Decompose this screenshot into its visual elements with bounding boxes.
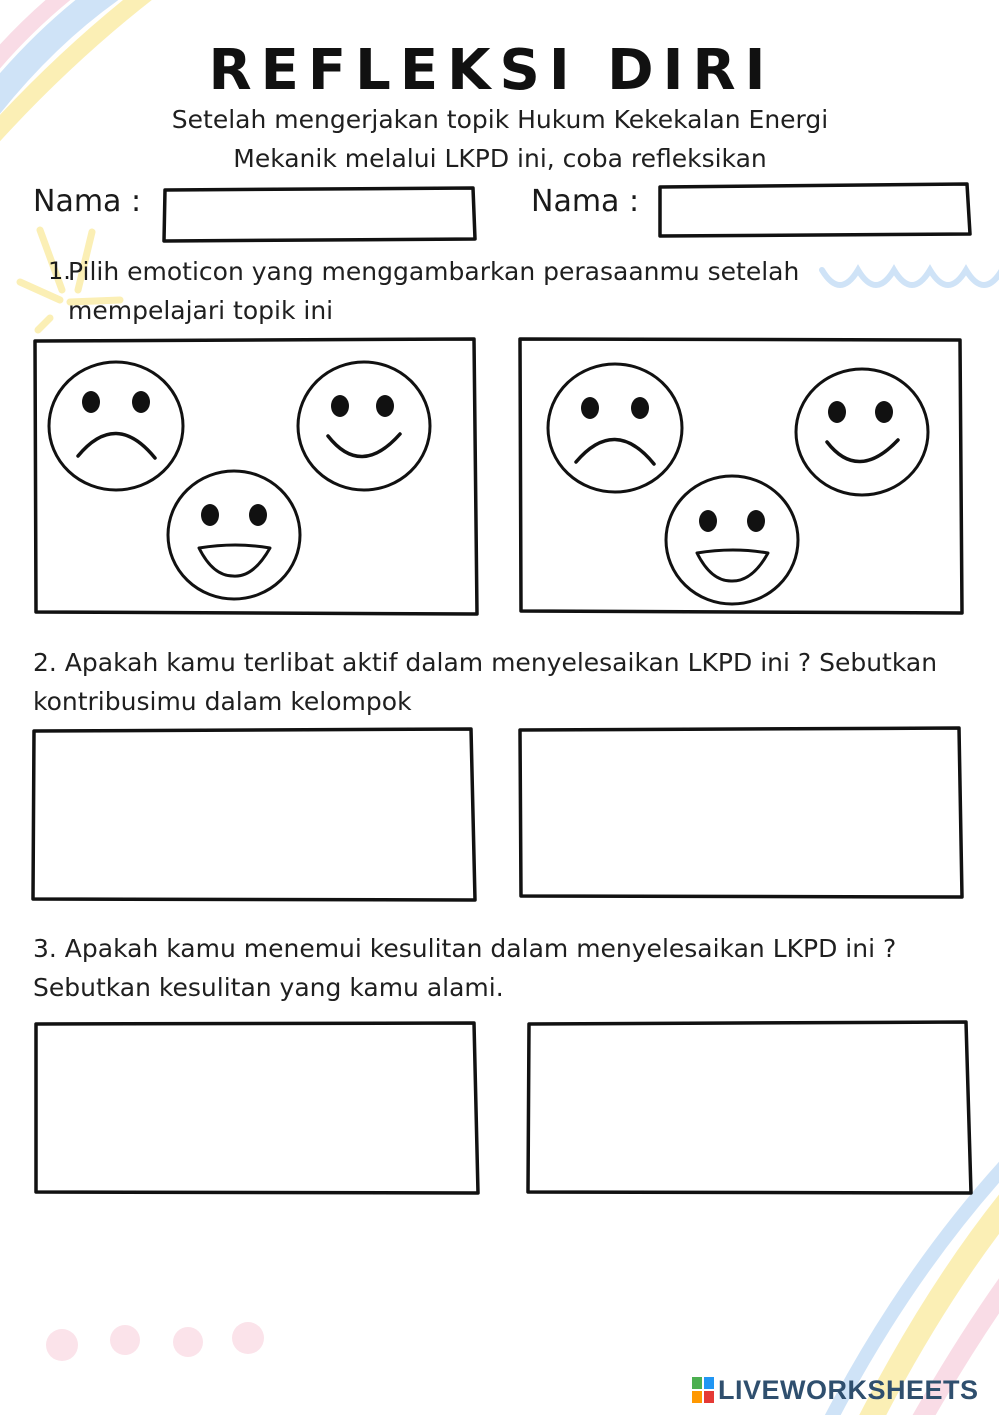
name-label-left: Nama : (33, 184, 142, 219)
smile-face-icon[interactable] (796, 369, 928, 495)
grin-face-icon[interactable] (168, 471, 300, 599)
emoticon-panel-right (518, 336, 965, 616)
answer-3-box-left[interactable] (33, 1021, 480, 1196)
worksheet-title: REFLEKSI DIRI (208, 38, 775, 103)
liveworksheets-logo-icon (692, 1377, 714, 1403)
question-1-number: 1. (48, 257, 71, 285)
question-2-text: 2. Apakah kamu terlibat aktif dalam menyelesaikan LKPD ini ? Sebutkan kontribusimu dalam kelompok (33, 648, 938, 716)
answer-3-box-right[interactable] (526, 1020, 973, 1196)
liveworksheets-logo-text: LIVEWORKSHEETS (718, 1374, 979, 1405)
answer-2-box-left[interactable] (31, 728, 477, 903)
name-label-right: Nama : (531, 184, 640, 219)
sad-face-icon[interactable] (49, 362, 183, 490)
subtitle-line-1: Setelah mengerjakan topik Hukum Kekekalan Energi (171, 105, 829, 134)
name-input-right[interactable] (657, 182, 971, 238)
question-1-text: Pilih emoticon yang menggambarkan perasaanmu setelah mempelajari topik ini (68, 257, 800, 325)
subtitle-line-2: Mekanik melalui LKPD ini, coba refleksikan (233, 144, 767, 173)
smile-face-icon[interactable] (298, 362, 430, 490)
worksheet-subtitle (80, 100, 920, 178)
grin-face-icon[interactable] (666, 476, 798, 604)
name-input-left[interactable] (162, 186, 476, 242)
pink-dots (46, 1322, 264, 1361)
liveworksheets-logo[interactable] (692, 1373, 979, 1407)
emoticon-panel-left (33, 338, 479, 616)
sad-face-icon[interactable] (548, 364, 682, 492)
question-3-text: 3. Apakah kamu menemui kesulitan dalam menyelesaikan LKPD ini ? Sebutkan kesulitan yang kamu alami. (33, 934, 897, 1002)
answer-2-box-right[interactable] (518, 726, 964, 900)
